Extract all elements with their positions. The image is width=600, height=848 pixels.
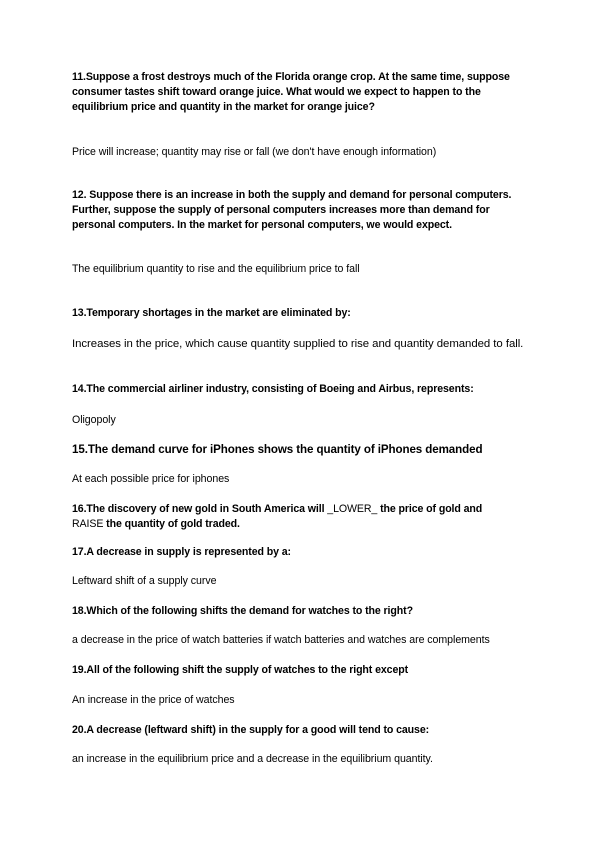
question-16-part3: the quantity of gold traded. — [106, 518, 240, 530]
answer-18: a decrease in the price of watch batteries if watch batteries and watches are complements — [72, 634, 490, 646]
answer-11: Price will increase; quantity may rise or fall (we don't have enough information) — [72, 146, 437, 158]
question-13: 13.Temporary shortages in the market are eliminated by: — [72, 307, 351, 319]
question-17: 17.A decrease in supply is represented by a: — [72, 546, 291, 558]
answer-20: an increase in the equilibrium price and a decrease in the equilibrium quantity. — [72, 753, 433, 765]
answer-17: Leftward shift of a supply curve — [72, 575, 217, 587]
question-19: 19.All of the following shift the supply of watches to the right except — [72, 664, 409, 676]
question-16 — [72, 502, 530, 532]
question-16-part2: the price of gold and — [380, 503, 483, 515]
answer-12: The equilibrium quantity to rise and the equilibrium price to fall — [72, 263, 360, 275]
answer-15: At each possible price for iphones — [72, 473, 230, 485]
question-18: 18.Which of the following shifts the demand for watches to the right? — [72, 605, 413, 617]
question-14: 14.The commercial airliner industry, consisting of Boeing and Airbus, represents: — [72, 383, 474, 395]
answer-13: Increases in the price, which cause quantity supplied to rise and quantity demanded to fall. — [72, 338, 524, 350]
answer-19: An increase in the price of watches — [72, 694, 235, 706]
question-11: 11.Suppose a frost destroys much of the Florida orange crop. At the same time, suppose consumer tastes shift toward orange juice. What would we expect to happen to the equilibrium price and quantity in the market for orange juice? — [72, 71, 510, 113]
question-20: 20.A decrease (leftward shift) in the supply for a good will tend to cause: — [72, 724, 430, 736]
answer-14: Oligopoly — [72, 414, 116, 426]
question-15: 15.The demand curve for iPhones shows the quantity of iPhones demanded — [72, 443, 483, 456]
question-16-blank1: _LOWER_ — [327, 503, 378, 515]
question-16-blank2: RAISE — [72, 518, 104, 530]
question-12: 12. Suppose there is an increase in both the supply and demand for personal computers. Further, suppose the supply of personal computers increases more than demand for personal computers. In the market for personal computers, we would expect. — [72, 189, 512, 231]
question-16-part1: 16.The discovery of new gold in South America will — [72, 503, 325, 515]
